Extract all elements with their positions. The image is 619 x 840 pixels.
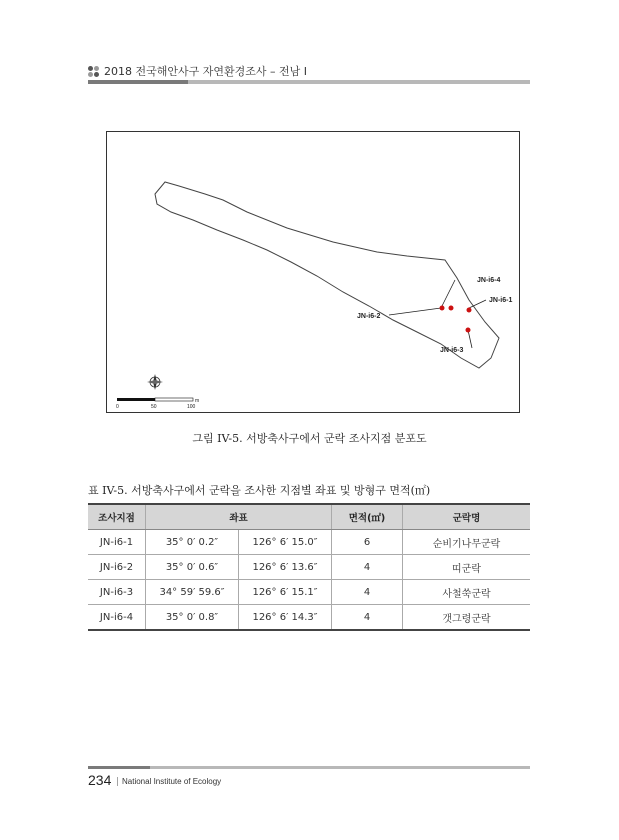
header-site: 조사지점 (88, 504, 146, 530)
svg-text:JN-i6-1: JN-i6-1 (489, 297, 513, 304)
map-point-JN-i6-3 (440, 328, 471, 355)
figure-caption: 그림 IV-5. 서방축사구에서 군락 조사지점 분포도 (192, 432, 427, 445)
table-row (88, 555, 530, 580)
cell-area: 4 (332, 580, 403, 605)
cell-lon: 126° 6′ 15.0″ (239, 530, 332, 555)
map-point-JN-i6-1 (467, 297, 513, 313)
svg-text:m: m (195, 398, 200, 404)
svg-text:100: 100 (187, 404, 196, 410)
table-row (88, 580, 530, 605)
footer-separator: | (116, 777, 120, 787)
cell-area: 4 (332, 605, 403, 631)
svg-text:JN-i6-2: JN-i6-2 (357, 313, 381, 320)
table-row (88, 605, 530, 631)
header-coord: 좌표 (146, 504, 332, 530)
cell-lat: 35° 0′ 0.6″ (146, 555, 239, 580)
map-figure (106, 131, 520, 413)
svg-text:50: 50 (151, 404, 157, 410)
page-number: 234 (88, 772, 112, 788)
dune-map (107, 132, 519, 412)
cell-community: 순비기나무군락 (403, 530, 531, 555)
map-point-JN-i6-2 (357, 306, 445, 321)
svg-text:JN-i6-3: JN-i6-3 (440, 347, 464, 354)
svg-text:JN-i6-4: JN-i6-4 (477, 277, 501, 284)
cell-lon: 126° 6′ 14.3″ (239, 605, 332, 631)
header-rule-accent (88, 80, 188, 84)
cell-site: JN-i6-3 (88, 580, 146, 605)
header-dots-icon (88, 66, 100, 78)
cell-area: 4 (332, 555, 403, 580)
header-area: 면적(㎡) (332, 504, 403, 530)
cell-lat: 35° 0′ 0.2″ (146, 530, 239, 555)
cell-site: JN-i6-4 (88, 605, 146, 631)
cell-lat: 35° 0′ 0.8″ (146, 605, 239, 631)
cell-community: 띠군락 (403, 555, 531, 580)
footer-institute: National Institute of Ecology (122, 777, 222, 786)
table-caption: 표 IV-5. 서방축사구에서 군락을 조사한 지점별 좌표 및 방형구 면적(㎡) (88, 484, 431, 497)
table-row (88, 530, 530, 555)
scale-bar (116, 398, 199, 410)
header-community: 군락명 (403, 504, 531, 530)
cell-site: JN-i6-1 (88, 530, 146, 555)
cell-lon: 126° 6′ 15.1″ (239, 580, 332, 605)
survey-sites-table (88, 503, 530, 631)
cell-lat: 34° 59′ 59.6″ (146, 580, 239, 605)
table-header-row (88, 504, 530, 530)
cell-lon: 126° 6′ 13.6″ (239, 555, 332, 580)
header-title: 2018 전국해안사구 자연환경조사 – 전남 I (104, 65, 307, 78)
footer-rule (88, 766, 530, 769)
cell-community: 사철쑥군락 (403, 580, 531, 605)
svg-text:0: 0 (116, 404, 119, 410)
cell-community: 갯그령군락 (403, 605, 531, 631)
cell-area: 6 (332, 530, 403, 555)
footer-rule-accent (88, 766, 150, 769)
dune-outline (155, 182, 499, 368)
cell-site: JN-i6-2 (88, 555, 146, 580)
north-arrow-icon (147, 374, 163, 390)
